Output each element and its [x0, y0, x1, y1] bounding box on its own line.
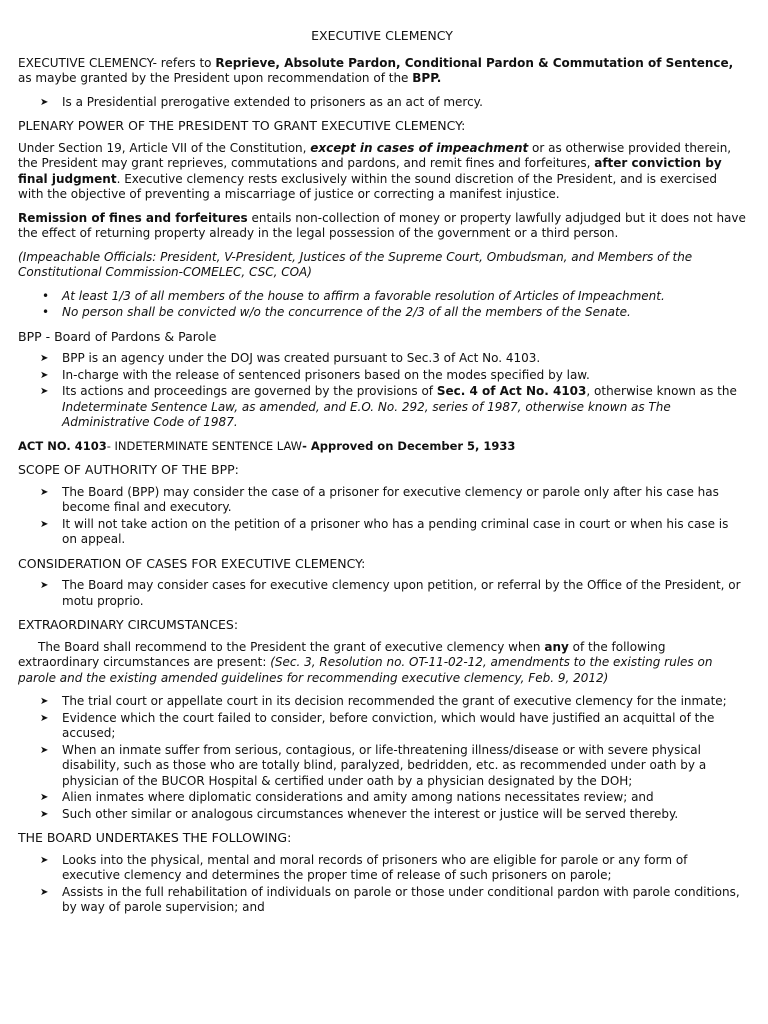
section-heading-bpp: BPP - Board of Pardons & Parole	[18, 328, 217, 344]
list-item: ➤ Evidence which the court failed to consider, before conviction, which would have justified an acquittal of the accused;	[40, 710, 715, 740]
list-item: ➤ Is a Presidential prerogative extended to prisoners as an act of mercy.	[40, 94, 483, 109]
arrow-bullet-icon: ➤	[40, 744, 49, 756]
list-item: ➤ Such other similar or analogous circumstances whenever the interest or justice will be served thereby.	[40, 806, 679, 821]
arrow-bullet-icon: ➤	[40, 854, 49, 866]
arrow-bullet-icon: ➤	[40, 580, 49, 591]
plenary-paragraph: Under Section 19, Article VII of the Constitution, except in cases of impeachment or as otherwise provided therein, the President may grant reprieves, commutations and pardons, and remit fines and forfeitures, after conviction by final judgment. Executive clemency rests exclusively within the sound discretion of the President, and is exercised with the objective of preventing a miscarriage of justice or correcting a manifest injustice.	[18, 140, 732, 201]
intro-term: EXECUTIVE CLEMENCY	[18, 55, 153, 70]
list-item: ➤ Assists in the full rehabilitation of individuals on parole or those under conditional pardon with parole conditions, by way of parole supervision; and	[40, 884, 740, 914]
scope-list	[18, 485, 746, 548]
dot-bullet-icon: •	[42, 288, 50, 303]
bpp-list	[18, 351, 746, 431]
list-item: ➤ When an inmate suffer from serious, contagious, or life-threatening illness/disease or with severe physical disability, such as those who are totally blind, paralyzed, bedridden, etc. as recommended under oath by a physician of the BUCOR Hospital & certified under oath by a physician designated by the DOH;	[40, 742, 707, 788]
arrow-bullet-icon: ➤	[40, 518, 49, 530]
section-heading-undertakes: THE BOARD UNDERTAKES THE FOLLOWING:	[18, 830, 292, 845]
arrow-bullet-icon: ➤	[40, 386, 49, 397]
list-item: ➤ Alien inmates where diplomatic considerations and amity among nations necessitates review; and	[40, 790, 654, 804]
arrow-bullet-icon: ➤	[40, 353, 49, 364]
arrow-bullet-icon: ➤	[40, 369, 49, 381]
arrow-bullet-icon: ➤	[40, 792, 49, 803]
arrow-bullet-icon: ➤	[40, 712, 49, 724]
list-item: • At least 1/3 of all members of the house to affirm a favorable resolution of Articles of Impeachment.	[42, 288, 665, 303]
dot-bullet-icon: •	[42, 305, 50, 319]
section-heading-consideration: CONSIDERATION OF CASES FOR EXECUTIVE CLEMENCY:	[18, 555, 366, 571]
act-heading: ACT NO. 4103- INDETERMINATE SENTENCE LAW- Approved on December 5, 1933	[18, 438, 516, 453]
impeachment-list	[18, 289, 746, 321]
remission-paragraph: Remission of fines and forfeitures entails non-collection of money or property lawfully adjudged but it does not have the effect of returning property already in the legal possession of the government or a third person.	[18, 210, 746, 240]
list-item: ➤ The Board may consider cases for executive clemency upon petition, or referral by the Office of the President, or motu proprio.	[40, 578, 741, 608]
list-item: ➤ The trial court or appellate court in its decision recommended the grant of executive clemency for the inmate;	[40, 694, 727, 708]
list-item: • No person shall be convicted w/o the concurrence of the 2/3 of all the members of the Senate.	[42, 305, 631, 319]
arrow-bullet-icon: ➤	[40, 808, 49, 820]
list-item: ➤ Its actions and proceedings are governed by the provisions of Sec. 4 of Act No. 4103, otherwise known as the Indeterminate Sentence Law, as amended, and E.O. No. 292, series of 1987, otherwise known as The Administrative Code of 1987.	[40, 384, 737, 429]
section-heading-plenary: PLENARY POWER OF THE PRESIDENT TO GRANT EXECUTIVE CLEMENCY:	[18, 118, 466, 133]
undertakes-list	[18, 853, 746, 916]
arrow-bullet-icon: ➤	[40, 96, 49, 108]
extraordinary-paragraph: The Board shall recommend to the President the grant of executive clemency when any of the following extraordinary circumstances are present: (Sec. 3, Resolution no. OT-11-02-12, amendments to the existing rules on parole and the existing amended guidelines for recommending executive clemency, Feb. 9, 2012)	[18, 639, 713, 685]
intro-paragraph: EXECUTIVE CLEMENCY- refers to Reprieve, Absolute Pardon, Conditional Pardon & Commutation of Sentence, as maybe granted by the President upon recommendation of the BPP.	[18, 55, 734, 85]
section-heading-scope: SCOPE OF AUTHORITY OF THE BPP:	[18, 462, 239, 477]
consideration-list	[18, 578, 746, 609]
list-item: ➤ BPP is an agency under the DOJ was created pursuant to Sec.3 of Act No. 4103.	[40, 351, 541, 365]
list-item: ➤ In-charge with the release of sentenced prisoners based on the modes specified by law.	[40, 367, 590, 382]
arrow-bullet-icon: ➤	[40, 696, 49, 707]
list-item: ➤ The Board (BPP) may consider the case of a prisoner for executive clemency or parole only after his case has become final and executory.	[40, 484, 719, 514]
extraordinary-list	[18, 694, 746, 822]
list-item: ➤ It will not take action on the petition of a prisoner who has a pending criminal case in court or when his case is on appeal.	[40, 516, 729, 546]
document-title: EXECUTIVE CLEMENCY	[311, 28, 453, 43]
arrow-bullet-icon: ➤	[40, 886, 49, 898]
arrow-bullet-icon: ➤	[40, 486, 49, 498]
intro-list	[18, 95, 746, 111]
section-heading-extraordinary: EXTRAORDINARY CIRCUMSTANCES:	[18, 617, 239, 632]
impeachable-note: (Impeachable Officials: President, V-President, Justices of the Supreme Court, Ombudsman, and Members of the Constitutional Commission-COMELEC, CSC, COA)	[18, 249, 693, 279]
list-item: ➤ Looks into the physical, mental and moral records of prisoners who are eligible for parole or any form of executive clemency and determines the proper time of release of such prisoners on parole;	[40, 852, 688, 882]
